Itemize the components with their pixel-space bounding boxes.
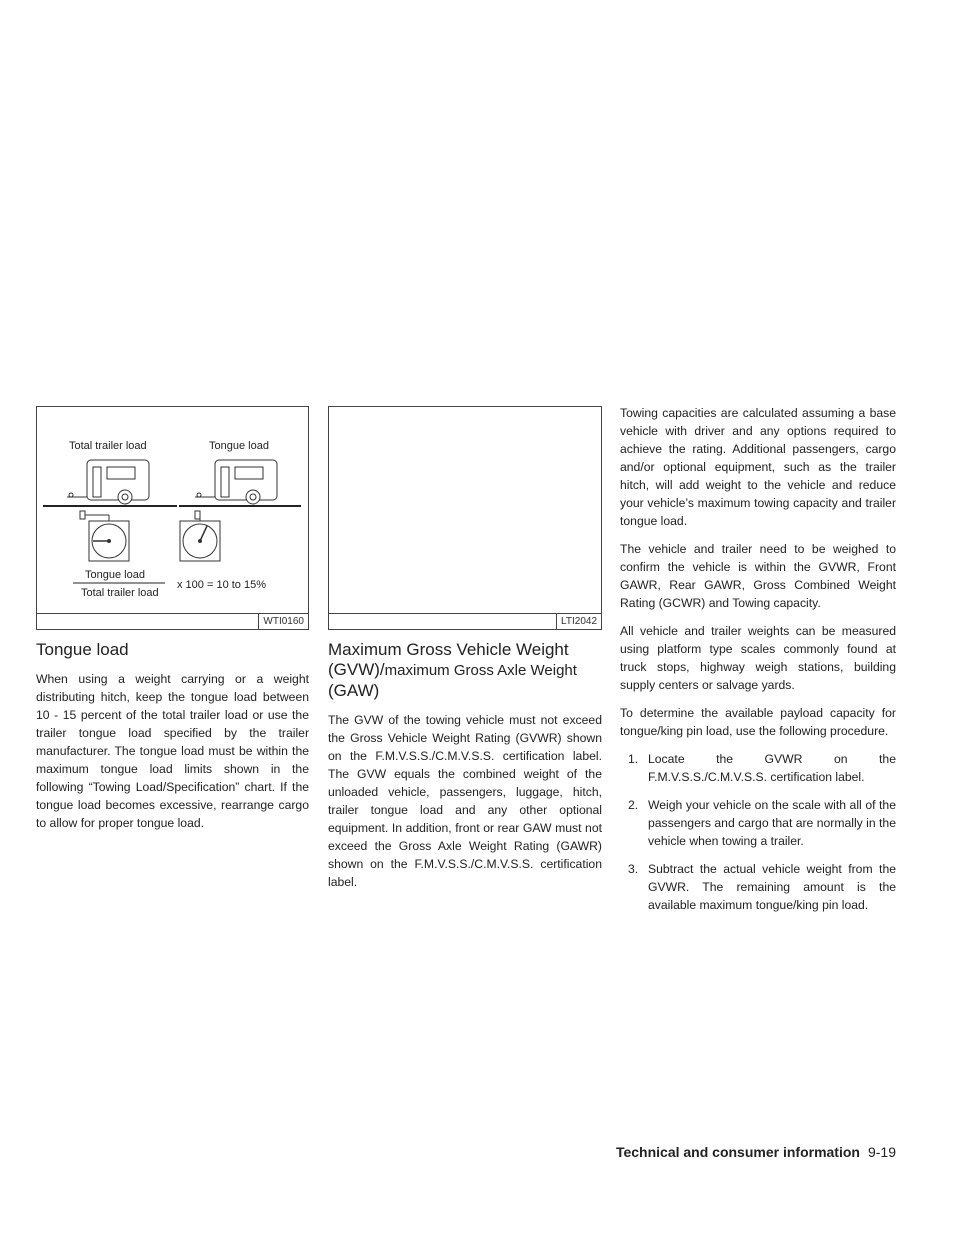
fraction-numerator: Tongue load xyxy=(85,569,145,581)
list-item: 1. Locate the GVWR on the F.M.V.S.S./C.M.V.S.S. certification label. xyxy=(628,752,896,784)
trailer-left-icon xyxy=(67,460,149,504)
tongue-load-figure xyxy=(36,406,309,630)
tongue-load-label: Tongue load xyxy=(209,440,269,452)
procedure-list xyxy=(620,750,896,914)
body-paragraph: The GVW of the towing vehicle must not exceed the Gross Vehicle Weight Rating (GVWR) shown on the F.M.V.S.S./C.M.V.S.S. certification label. The GVW equals the combined weight of the unloaded vehicle, passengers, luggage, hitch, trailer tongue load and any other optional equipment. In addition, front or rear GAW must not exceed the Gross Axle Weight Rating (GAWR) shown on the F.M.V.S.S./C.M.V.S.S. certification label. xyxy=(328,713,602,889)
section-heading: Tongue load xyxy=(36,640,129,659)
section-heading: Maximum Gross Vehicle Weight (GVW)/maximum Gross Axle Weight (GAW) xyxy=(328,640,577,700)
column-left xyxy=(36,406,309,842)
column-middle xyxy=(328,406,602,901)
list-item: 3. Subtract the actual vehicle weight from the GVWR. The remaining amount is the available maximum tongue/king pin load. xyxy=(628,862,896,912)
page-footer xyxy=(616,1144,896,1160)
scale-gauge-left-icon xyxy=(80,511,129,561)
figure-code: LTI2042 xyxy=(556,613,601,629)
list-item: 2. Weigh your vehicle on the scale with all of the passengers and cargo that are normally in the vehicle when towing a trailer. xyxy=(628,798,896,848)
fraction-denominator: Total trailer load xyxy=(81,587,159,599)
body-paragraph: When using a weight carrying or a weight distributing hitch, keep the tongue load between 10 - 15 percent of the total trailer load or use the trailer tongue load specified by the trailer manufacturer. The tongue load must be within the maximum tongue load limits shown in the following “Towing Load/Specification” chart. If the tongue load becomes excessive, rearrange cargo to allow for proper tongue load. xyxy=(36,672,309,830)
body-paragraph: To determine the available payload capacity for tongue/king pin load, use the following procedure. xyxy=(620,706,896,738)
total-trailer-load-label: Total trailer load xyxy=(69,440,147,452)
footer-section-title: Technical and consumer information xyxy=(615,1144,860,1160)
page-number: 9-19 xyxy=(867,1144,896,1160)
body-paragraph: Towing capacities are calculated assuming a base vehicle with driver and any options required to achieve the rating. Additional passengers, cargo and/or optional equipment, such as the trailer hitch, will add weight to the vehicle and reduce your vehicle’s maximum towing capacity and trailer tongue load. xyxy=(620,406,896,528)
formula-text: x 100 = 10 to 15% xyxy=(177,579,266,591)
figure-code: WTI0160 xyxy=(258,613,308,629)
gvw-figure xyxy=(328,406,602,630)
scale-gauge-right-icon xyxy=(180,511,220,561)
body-paragraph: The vehicle and trailer need to be weighed to confirm the vehicle is within the GVWR, Front GAWR, Rear GAWR, Gross Combined Weight Rating (GCWR) and Towing capacity. xyxy=(620,542,896,610)
column-right xyxy=(620,404,896,924)
tongue-load-diagram xyxy=(37,407,308,613)
trailer-right-icon xyxy=(195,460,277,504)
body-paragraph: All vehicle and trailer weights can be measured using platform type scales commonly found at truck stops, highway weigh stations, building supply centers or salvage yards. xyxy=(620,624,896,692)
